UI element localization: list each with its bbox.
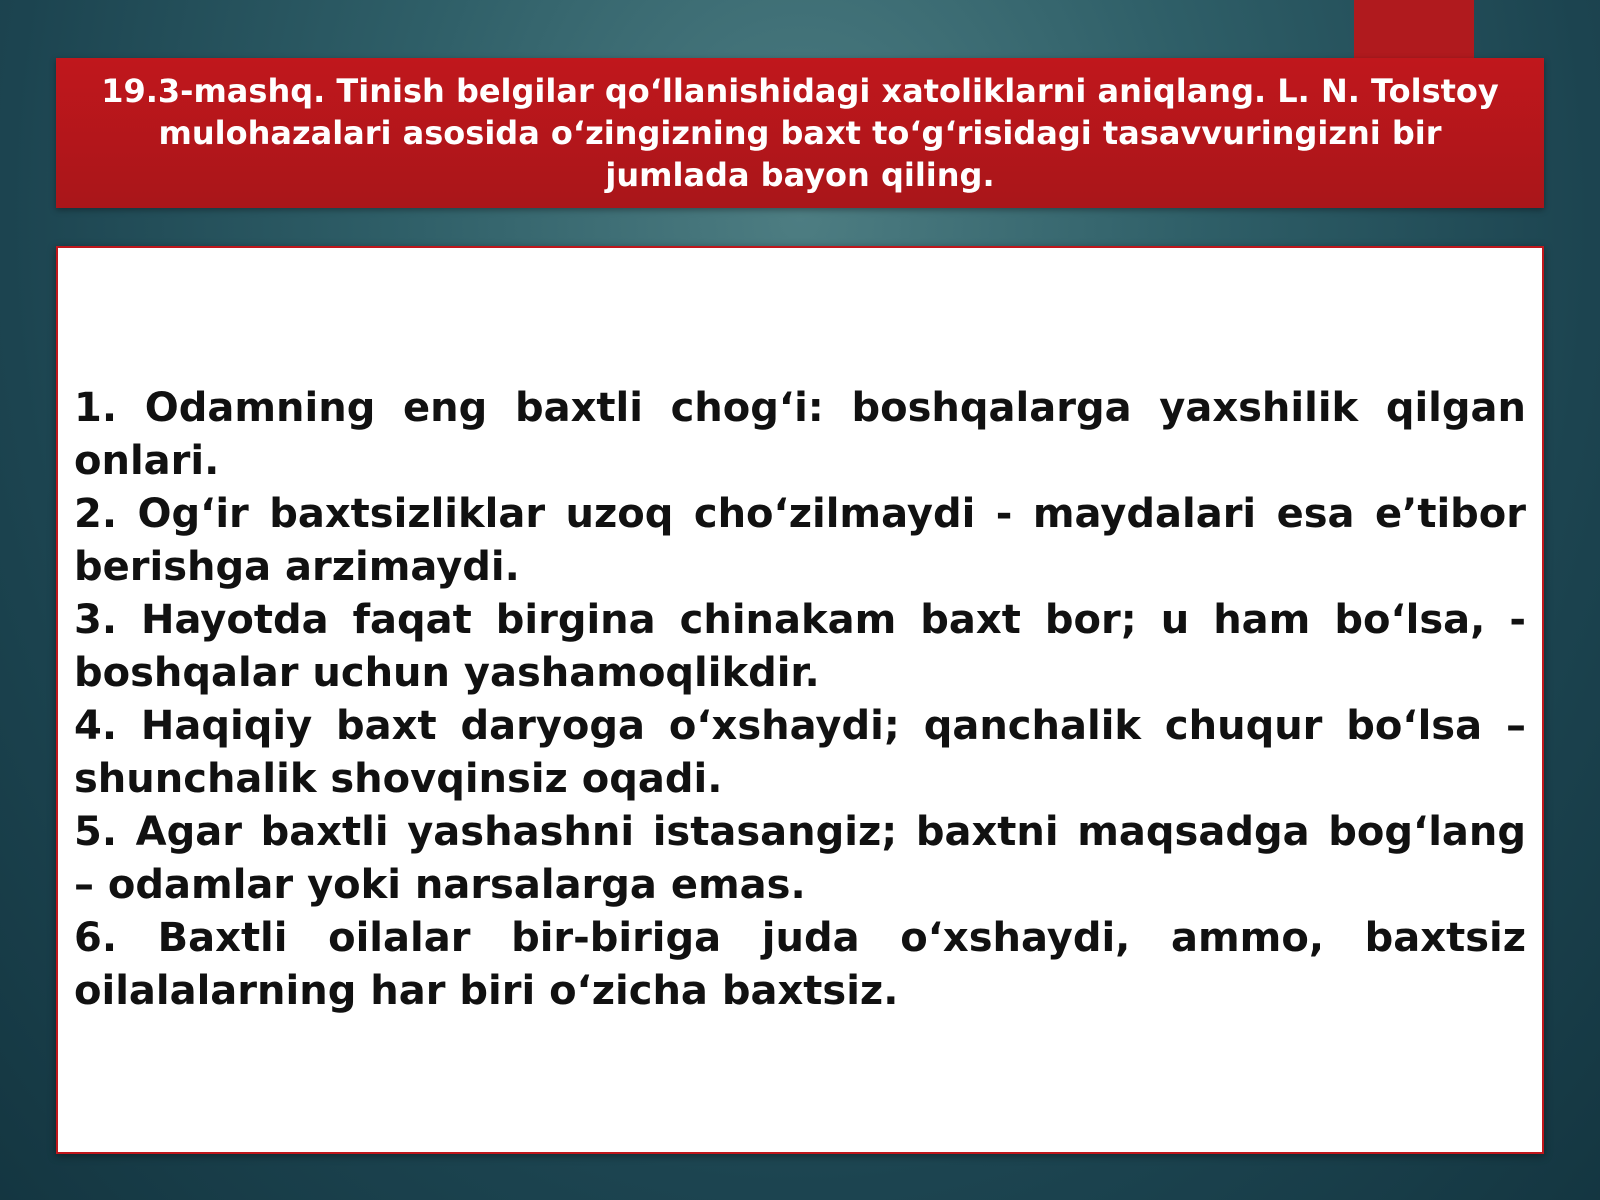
list-item: 4. Haqiqiy baxt daryoga o‘xshaydi; qanchalik chuqur bo‘lsa – shunchalik shovqinsiz oqadi.	[74, 703, 1526, 802]
content-box	[56, 246, 1544, 1154]
slide-title: 19.3-mashq. Tinish belgilar qo‘llanishidagi xatoliklarni aniqlang. L. N. Tolstoy mulohazalari asosida o‘zingizning baxt to‘g‘risidagi tasavvuringizni bir jumlada bayon qiling.	[101, 72, 1499, 194]
list-item: 1. Odamning eng baxtli chog‘i: boshqalarga yaxshilik qilgan onlari.	[74, 385, 1526, 484]
list-item: 6. Baxtli oilalar bir-biriga juda o‘xshaydi, ammo, baxtsiz oilalalarning har biri o‘zicha baxtsiz.	[74, 915, 1526, 1014]
list-item: 3. Hayotda faqat birgina chinakam baxt bor; u ham bo‘lsa, - boshqalar uchun yashamoqlikdir.	[74, 597, 1526, 696]
sentence-list	[74, 382, 1526, 1018]
list-item: 2. Og‘ir baxtsizliklar uzoq cho‘zilmaydi - maydalari esa e’tibor berishga arzimaydi.	[74, 491, 1526, 590]
list-item: 5. Agar baxtli yashashni istasangiz; baxtni maqsadga bog‘lang – odamlar yoki narsalarga emas.	[74, 809, 1526, 908]
title-banner	[56, 58, 1544, 208]
accent-tab	[1354, 0, 1474, 58]
